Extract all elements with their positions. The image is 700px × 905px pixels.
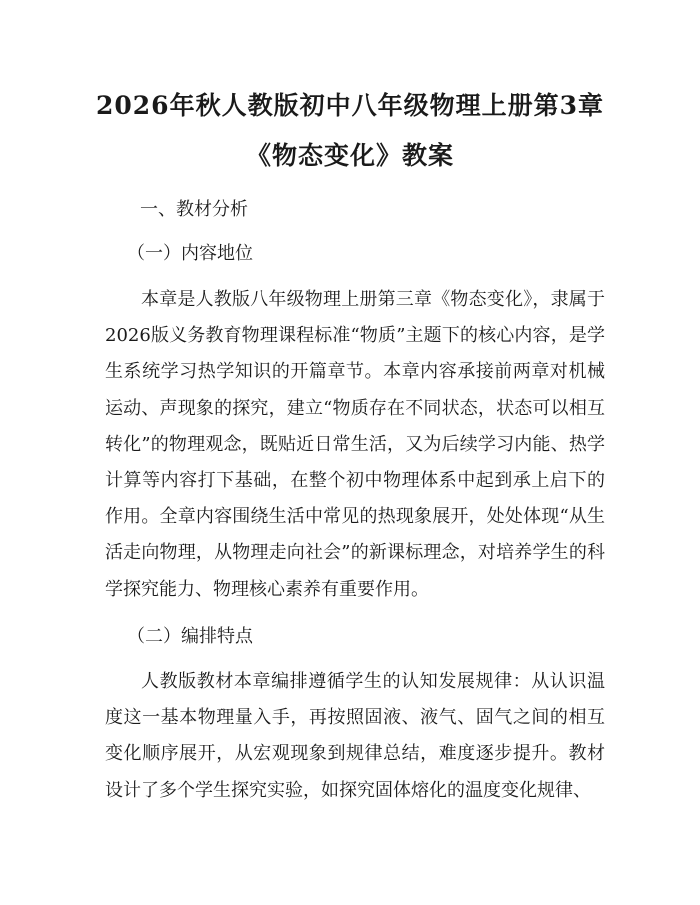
paragraph-content-status: 本章是人教版八年级物理上册第三章《物态变化》，隶属于2026版义务教育物理课程标准“物质”主题下的核心内容，是学生系统学习热学知识的开篇章节。本章内容承接前两章对机械运动、声现象的探究，建立“物质存在不同状态，状态可以相互转化”的物理观念，既贴近日常生活，又为后续学习内能、热学计算等内容打下基础，在整个初中物理体系中起到承上启下的作用。全章内容围绕生活中常见的热现象展开，处处体现“从生活走向物理，从物理走向社会”的新课标理念，对培养学生的科学探究能力、物理核心素养有重要作用。 <box>105 289 605 600</box>
document-title-line-2: 《物态变化》教案 <box>245 141 454 170</box>
subsection-heading-content-status: （一）内容地位 <box>127 243 253 264</box>
paragraph-arrangement-features: 人教版教材本章编排遵循学生的认知发展规律：从认识温度这一基本物理量入手，再按照固液、液气、固气之间的相互变化顺序展开，从宏观现象到规律总结，难度逐步提升。教材设计了多个学生探究实验，如探究固体熔化的温度变化规律、 <box>105 671 605 801</box>
section-heading-textbook-analysis: 一、教材分析 <box>140 199 248 220</box>
document-title-line-1: 2026年秋人教版初中八年级物理上册第3章 <box>96 91 604 120</box>
subsection-heading-arrangement-features: （二）编排特点 <box>127 626 253 647</box>
